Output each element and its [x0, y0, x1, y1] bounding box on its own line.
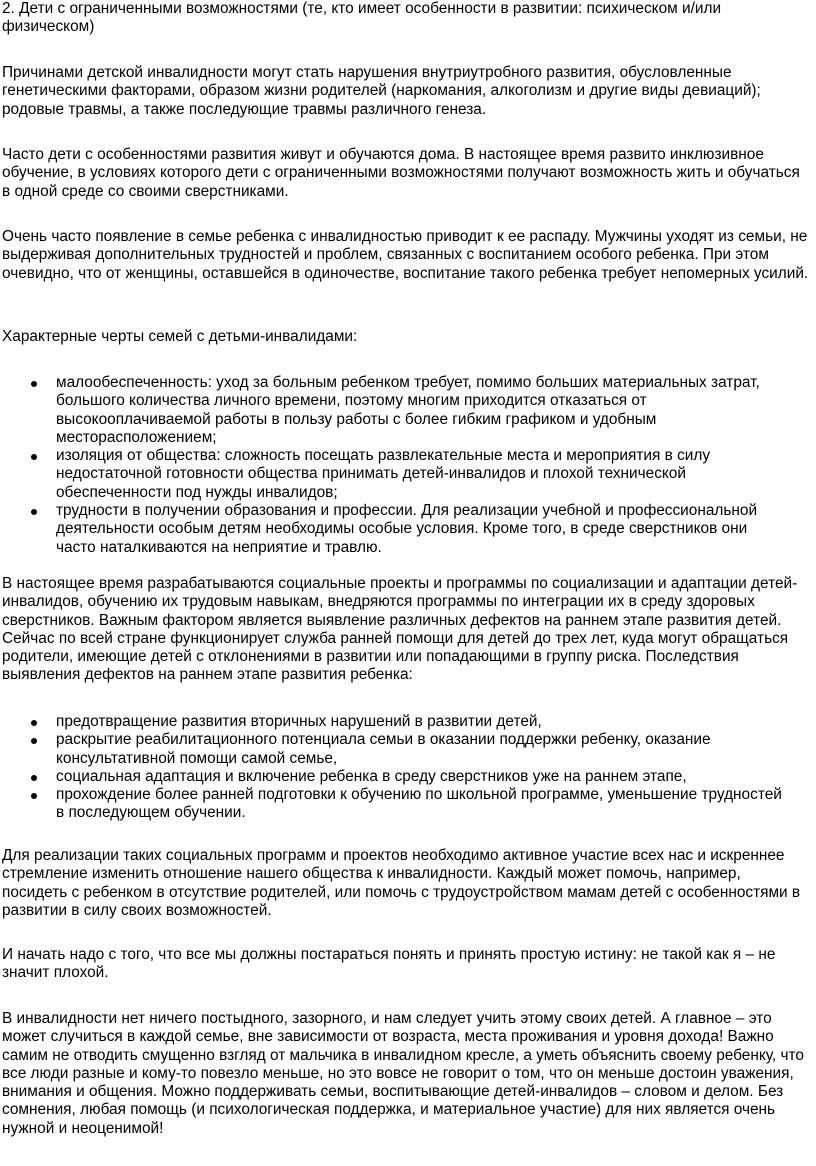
list-item-text: раскрытие реабилитационного потенциала семьи в оказании поддержки ребенку, оказание консультативной помощи самой семье,	[56, 731, 711, 767]
paragraph-simple-truth: И начать надо с того, что все мы должны постараться понять и принять простую истину: не такой как я – не значит плохой.	[2, 946, 776, 982]
list-item	[0, 713, 790, 731]
bullet-icon	[31, 775, 37, 781]
bullet-icon	[31, 793, 37, 799]
list-item	[0, 731, 790, 768]
bullet-icon	[31, 738, 37, 744]
family-traits-list	[0, 374, 790, 557]
list-item	[0, 768, 790, 786]
list-item-text: социальная адаптация и включение ребенка в среду сверстников уже на раннем этапе,	[56, 767, 687, 785]
list-item-text: предотвращение развития вторичных нарушений в развитии детей,	[56, 713, 542, 730]
list-item-text: малообеспеченность: уход за больным ребенком требует, помимо больших материальных затрат, большого количества личного времени, поэтому многим приходится отказаться от высокооплачиваемой работы в пользу работы с более гибким графиком и удобным месторасположением;	[56, 374, 760, 446]
paragraph-family-traits-intro: Характерные черты семей с детьми-инвалидами:	[2, 328, 358, 345]
list-item-text: прохождение более ранней подготовки к обучению по школьной программе, уменьшение трудностей в последующем обучении.	[56, 786, 782, 822]
paragraph-no-shame: В инвалидности нет ничего постыдного, зазорного, и нам следует учить этому своих детей. А главное – это может случиться в каждой семье, вне зависимости от возраста, места проживания и уровня дохода! Важно самим не отводить смущенно взгляд от мальчика в инвалидном кресле, а уметь объяснить своему ребенку, что все люди разные и кому-то повезло меньше, но это вовсе не говорит о том, что он меньше достоин уважения, внимания и общения. Можно поддерживать семьи, воспитывающие детей-инвалидов – словом и делом. Без сомнения, любая помощь (и психологическая поддержка, и материальное участие) для них является очень нужной и неоценимой!	[2, 1010, 804, 1137]
paragraph-inclusive-education: Часто дети с особенностями развития живут и обучаются дома. В настоящее время развито инклюзивное обучение, в условиях которого дети с ограниченными возможностями получают возможность жить и обучаться в одной среде со своими сверстниками.	[2, 146, 800, 200]
list-item	[0, 374, 790, 447]
bullet-icon	[31, 454, 37, 460]
paragraph-causes: Причинами детской инвалидности могут стать нарушения внутриутробного развития, обусловленные генетическими факторами, образом жизни родителей (наркомания, алкоголизм и другие виды девиаций); родовые травмы, а также последующие травмы различного генеза.	[2, 64, 761, 118]
list-item-text: изоляция от общества: сложность посещать развлекательные места и мероприятия в силу недостаточной готовности общества принимать детей-инвалидов и плохой технической обеспеченности под нужды инвалидов;	[56, 447, 711, 501]
paragraph-participation: Для реализации таких социальных программ и проектов необходимо активное участие всех нас и искреннее стремление изменить отношение нашего общества к инвалидности. Каждый может помочь, например, посидеть с ребенком в отсутствие родителей, или помочь с трудоустройством мамам детей с особенностями в развитии в силу своих возможностей.	[2, 847, 801, 919]
bullet-icon	[31, 720, 37, 726]
list-item	[0, 786, 790, 823]
section-heading: 2. Дети с ограниченными возможностями (те, кто имеет особенности в развитии: психическом и/или физическом)	[2, 0, 722, 36]
paragraph-family-breakup: Очень часто появление в семье ребенка с инвалидностью приводит к ее распаду. Мужчины уходят из семьи, не выдерживая дополнительных трудностей и проблем, связанных с воспитанием особого ребенка. При этом очевидно, что от женщины, оставшейся в одиночестве, воспитание такого ребенка требует непомерных усилий.	[2, 228, 809, 282]
paragraph-social-projects: В настоящее время разрабатываются социальные проекты и программы по социализации и адаптации детей-инвалидов, обучению их трудовым навыкам, внедряются программы по интеграции их в среду здоровых сверстников. Важным фактором является выявление различных дефектов на раннем этапе развития детей. Сейчас по всей стране функционирует служба ранней помощи для детей до трех лет, куда могут обращаться родители, имеющие детей с отклонениями в развитии или попадающими в группу риска. Последствия выявления дефектов на раннем этапе развития ребенка:	[2, 575, 798, 684]
bullet-icon	[31, 381, 37, 387]
early-detection-list	[0, 713, 790, 823]
list-item-text: трудности в получении образования и профессии. Для реализации учебной и профессиональной деятельности особым детям необходимы особые условия. Кроме того, в среде сверстников они часто наталкиваются на неприятие и травлю.	[56, 502, 758, 556]
list-item	[0, 502, 790, 557]
bullet-icon	[31, 509, 37, 515]
list-item	[0, 447, 790, 502]
